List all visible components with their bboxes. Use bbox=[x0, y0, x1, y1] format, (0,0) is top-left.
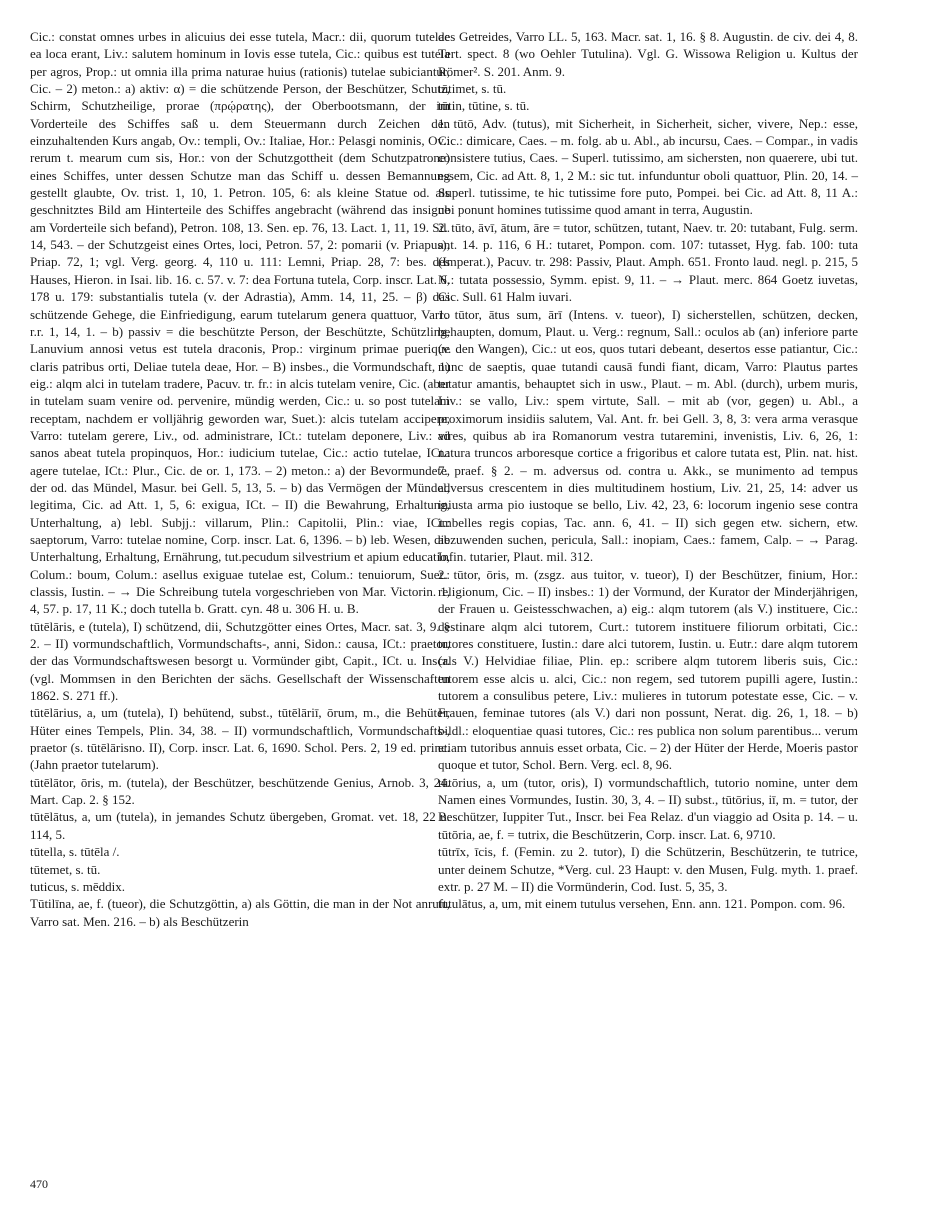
entry-tutor-verb: 1. tūtor, ātus sum, ārī (Intens. v. tueor), I) sicherstellen, schützen, decken, behaupten, domum, Plaut. u. Verg.: regnum, Sall.: oculos ab (an) inferiore parte (v. den Wangen), Cic.: ut eos, quos tutari debeant, desertos esse patiantur, Cic.: nunc de saeptis, quae tutandi causā fundi fiant, dicam, Varro: Plautus partes tutatur amantis, behauptet sich in usw., Plaut. – m. Abl. (durch), urbem muris, Liv.: se vallo, Liv.: spem virtute, Sall. – mit ab (vor, gegen) u. Abl., a proximorum insidiis salutem, Val. Ant. fr. bei Gell. 3, 8, 3: vera arma verasque vires, quibus ab ira Romanorum vestra tutaremini, invenistis, Liv. 6, 26, 1: natura truncos arboresque cortice a frigoribus et calore tutata est, Plin. nat. hist. 7. praef. § 2. – m. adversus od. contra u. Akk., se munimento ad tempus adversus crescentem in dies multitudinem hostium, Liv. 21, 25, 14: adver us iniusta arma pio iustoque se bello, Liv. 42, 23, 6: locorum ingenio sese contra imbelles regis copias, Tac. ann. 6, 41. – II) sich gegen etw. sichern, etw. abzuwenden suchen, pericula, Sall.: inopiam, Caes.: famem, Calp. – → Parag. Infin. tutarier, Plaut. mil. 312. bbox=[438, 306, 858, 565]
entry-tutela-cont: Cic.: constat omnes urbes in alicuius dei esse tutela, Macr.: dii, quorum tutelae ea loca erant, Liv.: salutem hominum in Iovis esse tutela, Cic.: quibus est tutela per agros, Prop.: ut omnia illa prima naturae huius (rationis) tutelae subiciantur, Cic. – 2) meton.: a) aktiv: α) = die schützende Person, der Beschützer, Schutz, Schirm, Schutzheilige, prorae (πρῴρατης), der Oberbootsmann, der im Vorderteile des Schiffes saß u. dem Steuermann durch Zeichen den einzuhaltenden Kurs angab, Ov.: templi, Ov.: Italiae, Hor.: Pelasgi nominis, Ov.: rerum t. mearum cum sis, Hor.: von der Schutzgottheit (dem Schutzpatrone) eines Schiffes, unter dessen Schutze man das Schiff u. dessen Bemannung gestellt glaubte, Ov. trist. 1, 10, 1. Petron. 105, 6: als kleine Statue od. als geschnitztes Bild am Hinterteile des Schiffes angebracht (während das insigne am Vorderteile sich befand), Petron. 108, 13. Sen. ep. 76, 13. Lact. 1, 11, 19. Sil. 14, 543. – der Schutzgeist eines Ortes, loci, Petron. 57, 2: pomarii (v. Priapus), Priap. 72, 1; vgl. Verg. georg. 4, 110 u. 111: Lemni, Priap. 28, 7: bes. des Hauses, Hieron. in Isai. lib. 16. c. 57. v. 7: dea Fortuna tutela, Corp. inscr. Lat. 6, 178 u. 179: substantialis tutela (v. der Adrastia), Amm. 14, 11, 25. – β) das schützende Gehege, die Einfriedigung, earum tutelarum genera quattuor, Varro r.r. 1, 14, 1. – b) passiv = die beschützte Person, der Beschützte, Schützling, Lanuvium annosi vetus est tutela draconis, Prop.: virginum primae puerique claris patribus orti, Deliae tutela deae, Hor. – B) insbes., die Vormundschaft, 1) eig.: alqm alci in tutelam tradere, Pacuv. tr. fr.: in alcis tutelam venire, Cic. (aber in tutelam suam venire od. pervenire, mündig werden, Cic.: u. so post tutelam receptam, nachdem er volljährig geworden war, Suet.): alcis tutelam accipere, Varro: tutelam gerere, Liv., od. administrare, ICt.: tutelam deponere, Liv.: ad sanos abeat tutela propinquos, Hor.: iudicium tutelae, Cic.: actio tutelae, ICt.: agere tutelae, ICt.: Plur., Cic. de or. 1, 173. – 2) meton.: a) der Bevormundete, der od. das Mündel, Masur. bei Gell. 5, 13, 5. – b) das Vermögen der Mündel, legitima, Cic. ad Att. 1, 5, 6: exigua, ICt. – II) die Bewahrung, Erhaltung, Unterhaltung, a) lebl. Subjj.: villarum, Plin.: Capitolii, Plin.: viae, ICt.: saeptorum, Varro: tutelae nomine, Corp. inscr. Lat. 6, 1396. – b) leb. Wesen, die Unterhaltung, Erhaltung, Ernährung, tut.pecudum silvestrium et apium educatio, Colum.: boum, Colum.: asellus exiguae tutelae est, Colum.: tenuiorum, Suet.: classis, Iustin. – → Die Schreibung tutela vorgeschrieben von Mar. Victorin. 1, 4, 57. p. 17, 11 K.; doch tutella b. Gratt. cyn. 48 u. 306 H. u. B. bbox=[30, 29, 450, 617]
entry-tutilina: Tūtilīna, ae, f. (tueor), die Schutzgöttin, a) als Göttin, die man in der Not anruft, Varro sat. Men. 216. – b) als Beschützerin bbox=[30, 896, 450, 929]
dictionary-page bbox=[30, 28, 910, 1178]
page-number: 470 bbox=[30, 1177, 48, 1191]
entry-tutor-noun: 2. tūtor, ōris, m. (zsgz. aus tuitor, v. tueor), I) der Beschützer, finium, Hor.: religionum, Cic. – II) insbes.: 1) der Vormund, der Kurator der Minderjährigen, der Frauen u. Geistesschwachen, a) eig.: alqm tutorem (als V.) instituere, Cic.: destinare alqm alci tutorem, Curt.: tutorem instituere filiorum orbitati, Cic.: tutores constituere, Iustin.: dare alci tutorem, Iustin. u. Eutr.: dare alqm tutorem (als V.) Helvidiae filiae, Plin. ep.: scribere alqm tutorem liberis suis, Cic.: tutorem esse alcis u. alci, Cic.: non regem, sed tutorem pupilli agere, Iustin.: tutorem a consulibus petere, Liv.: mulieres in tutorum potestate esse, Cic. – v. Frauen, feminae tutores (als V.) dari non possunt, Nerat. dig. 26, 1, 18. – b) bildl.: eloquentiae quasi tutores, Cic.: res publica non solum parentibus... verum etiam tutoribus annuis esset orbata, Cic. – 2) der Hüter der Herde, Moeris pastor quoque et tutor, Schol. Bern. Verg. ecl. 8, 96. bbox=[438, 566, 858, 773]
entry-tuto-verb: 2. tūto, āvī, ātum, āre = tutor, schützen, tutant, Naev. tr. 20: tutabant, Fulg. serm. ant. 14. p. 116, 6 H.: tutaret, Pompon. com. 107: tutasset, Hyg. fab. 100: tuta (Imperat.), Pacuv. tr. 298: Passiv, Plaut. Amph. 651. Fronto laud. negl. p. 215, 5 N.: tutata possessio, Symm. epist. 9, 11. – → Plaut. merc. 864 Goetz iuvetas, Cic. Sull. 61 Halm iuvari. bbox=[438, 219, 858, 305]
entry-tuticus: tuticus, s. mēddix. bbox=[30, 878, 125, 894]
entry-tutrix: tūtrīx, īcis, f. (Femin. zu 2. tutor), I) die Schützerin, Beschützerin, te tutrice, unter deinem Schutze, *Verg. cul. 23 Haupt: v. den Musen, Fulg. myth. 1. praef. extr. p. 27 M. – II) die Vormünderin, Cod. Iust. 5, 35, 3. bbox=[438, 844, 858, 894]
entry-tuto-adv: 1. tūtō, Adv. (tutus), mit Sicherheit, in Sicherheit, sicher, vivere, Nep.: esse, Cic.: dimicare, Caes. – m. folg. ab u. Abl., ab incursu, Caes. – Compar., in vadis consistere tutius, Caes. – Superl. tutissimo, am sichersten, non quaerere, ubi tut. essem, Cic. ad Att. 8, 1, 2 M.: sic tut. infunduntur oboli quattuor, Plin. 20, 14. – Superl. tutissime, te hic tutissime fore puto, Pompei. bei Cic. ad Att. 8, 11 A.: ubi ponunt homines tutissime quod amant in terra, Augustin. bbox=[438, 115, 858, 218]
entry-tutorius: tūtōrius, a, um (tutor, oris), I) vormundschaftlich, tutorio nomine, unter dem Namen eines Vormundes, Iustin. 30, 3, 4. – II) subst., tūtōrius, iī, m. = tutor, der Beschützer, Iuppiter Tut., Inscr. bei Fea Relaz. d'un viaggio ad Osita p. 14. – u. tūtōria, ae, f. = tutrix, die Beschützerin, Corp. inscr. Lat. 6, 9710. bbox=[438, 774, 858, 842]
entry-tutulatus: tutulātus, a, um, mit einem tutulus versehen, Enn. ann. 121. Pompon. com. 96. bbox=[438, 896, 846, 912]
entry-tutilina-cont: des Getreides, Varro LL. 5, 163. Macr. sat. 1, 16. § 8. Augustin. de civ. dei 4, 8. Tert. spect. 8 (wo Oehler Tutulina). Vgl. G. Wissowa Religion u. Kultus der Römer². S. 201. Anm. 9. bbox=[438, 29, 858, 79]
entry-tutelator: tūtēlātor, ōris, m. (tutela), der Beschützer, beschützende Genius, Arnob. 3, 24. Mart. Cap. 2. § 152. bbox=[30, 774, 450, 808]
entry-tutimet: tūtimet, s. tū. bbox=[438, 81, 507, 97]
entry-tutelaris: tūtēlāris, e (tutela), I) schützend, dii, Schutzgötter eines Ortes, Macr. sat. 3, 9. § 2. – II) vormundschaftlich, Vormundschafts-, anni, Sidon.: causa, ICt.: praetor, der das Vormundschaftswesen besorgt u. Vormünder gibt, Capit., ICt. u. Inscr. (vgl. Mommsen in den Berichten der sächs. Gesellschaft der Wissenschaften 1862. S. 271 ff.). bbox=[30, 618, 450, 704]
entry-tutemet: tūtemet, s. tū. bbox=[30, 861, 101, 877]
right-column bbox=[438, 28, 858, 913]
entry-tutin: tūtin, tūtine, s. tū. bbox=[438, 98, 530, 114]
entry-tutella: tūtella, s. tūtēla /. bbox=[30, 844, 120, 860]
entry-tutelatus: tūtēlātus, a, um (tutela), in jemandes Schutz übergeben, Gromat. vet. 18, 22 u. 114, 5. bbox=[30, 809, 450, 842]
left-column bbox=[30, 28, 450, 930]
entry-tutelarius: tūtēlārius, a, um (tutela), I) behütend, subst., tūtēlāriī, ōrum, m., die Behüter, Hüter eines Tempels, Plin. 34, 38. – II) vormundschaftlich, Vormundschafts-, praetor (s. tūtēlārisno. II), Corp. inscr. Lat. 6, 1690. Schol. Pers. 2, 19 ed. princ. (Jahn praetor tutelarum). bbox=[30, 705, 450, 773]
